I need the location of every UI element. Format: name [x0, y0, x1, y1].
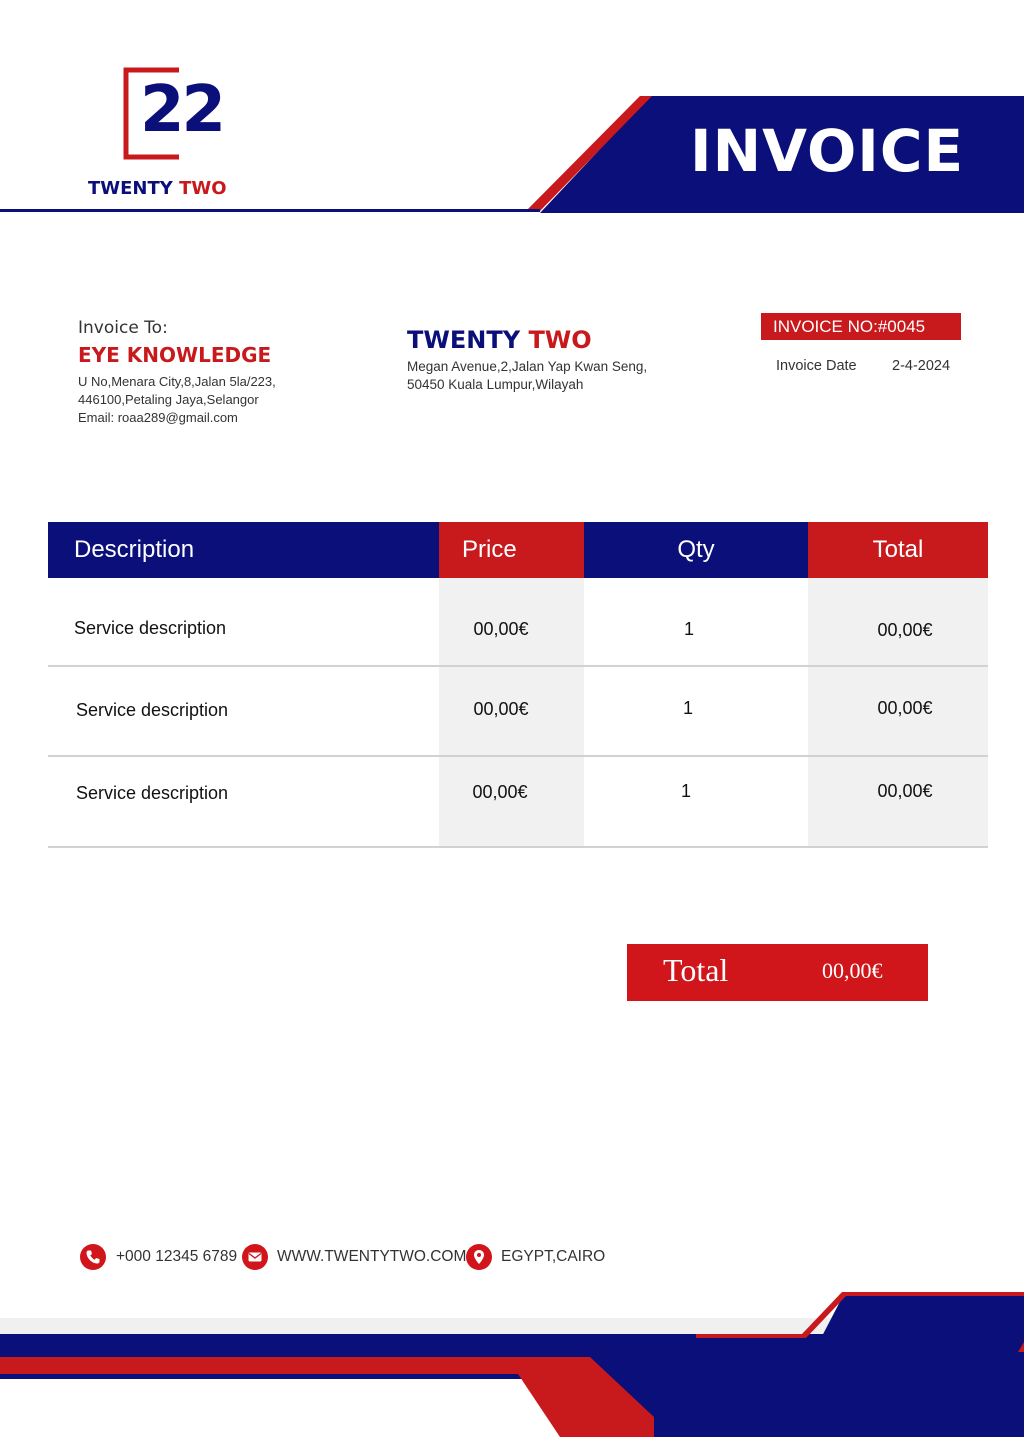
bill-to-address-line: 446100,Petaling Jaya,Selangor — [78, 392, 259, 407]
company-address-line: 50450 Kuala Lumpur,Wilayah — [407, 377, 584, 392]
table-row-description: Service description — [74, 618, 227, 638]
table-row-total: 00,00€ — [877, 698, 933, 718]
bill-to-address-line: U No,Menara City,8,Jalan 5la/223, — [78, 374, 276, 389]
logo-brand-name — [88, 178, 227, 199]
company-address-line: Megan Avenue,2,Jalan Yap Kwan Seng, — [407, 359, 648, 374]
location-pin-icon — [466, 1244, 492, 1270]
company-name-part2: TWO — [528, 326, 592, 354]
footer-right-navy-block — [820, 1292, 1024, 1437]
phone-icon — [80, 1244, 106, 1270]
table-header-description: Description — [48, 522, 439, 578]
grand-total-value: 00,00€ — [822, 958, 883, 983]
row-divider — [48, 846, 988, 848]
contact-location: EGYPT,CAIRO — [501, 1248, 606, 1265]
email-icon — [242, 1244, 268, 1270]
bill-to-label: Invoice To: — [78, 318, 168, 338]
company-name — [407, 326, 592, 354]
table-row-description: Service description — [76, 783, 229, 803]
document-title: INVOICE — [690, 117, 965, 185]
grand-total-label: Total — [663, 952, 729, 988]
table-header-price: Price — [439, 522, 584, 578]
contact-phone: +000 12345 6789 — [116, 1248, 238, 1265]
header-rule — [0, 209, 540, 212]
contact-website: WWW.TWENTYTWO.COM — [277, 1248, 467, 1265]
table-row-description: Service description — [76, 700, 229, 720]
footer-banner — [0, 1280, 1024, 1437]
table-row-total: 00,00€ — [877, 620, 933, 640]
bill-to-email: Email: roaa289@gmail.com — [78, 410, 238, 425]
invoice-date-label: Invoice Date — [776, 358, 857, 374]
table-row-price: 00,00€ — [473, 619, 529, 639]
bill-to-name: EYE KNOWLEDGE — [78, 343, 272, 367]
row-divider — [48, 755, 988, 757]
logo-name-part1: TWENTY — [88, 178, 173, 199]
invoice-number-badge: INVOICE NO:#0045 — [761, 313, 961, 340]
table-row-qty: 1 — [682, 698, 694, 718]
table-row-price: 00,00€ — [472, 782, 528, 802]
table-row-total: 00,00€ — [877, 781, 933, 801]
table-header-qty: Qty — [584, 522, 808, 578]
invoice-date-value: 2-4-2024 — [892, 358, 951, 374]
table-header-total: Total — [808, 522, 988, 578]
table-row-qty: 1 — [680, 781, 692, 801]
logo-name-part2: TWO — [179, 178, 227, 199]
company-name-part1: TWENTY — [407, 326, 521, 354]
footer-red-band — [0, 1357, 654, 1437]
table-row-price: 00,00€ — [473, 699, 529, 719]
logo-number: 22 — [140, 73, 224, 147]
table-row-qty: 1 — [683, 619, 695, 639]
row-divider — [48, 665, 988, 667]
